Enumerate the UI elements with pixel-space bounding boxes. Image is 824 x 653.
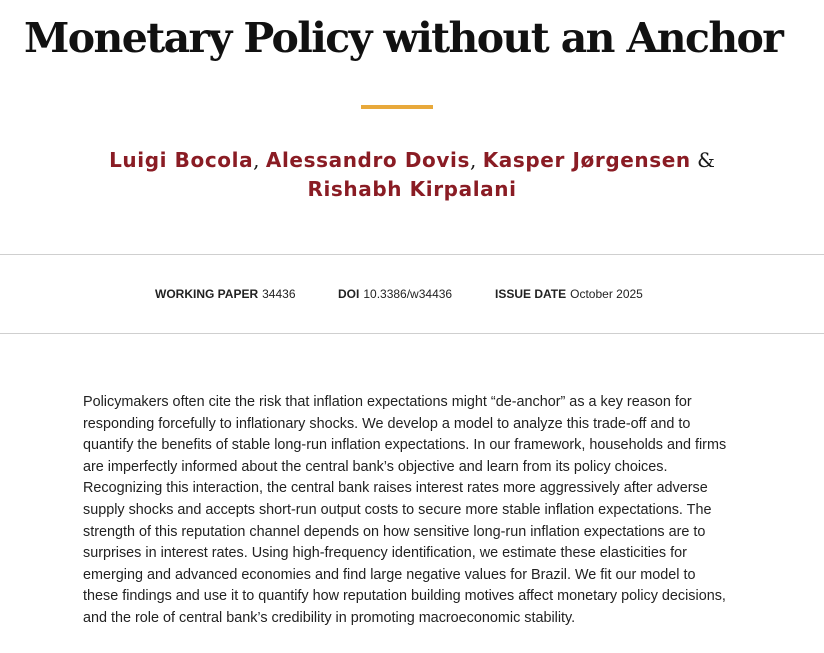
working-paper-value: 34436 xyxy=(262,287,296,301)
author-link-alessandro-dovis[interactable]: Alessandro Dovis xyxy=(265,148,470,172)
issue-date-value: October 2025 xyxy=(570,287,643,301)
author-link-rishabh-kirpalani[interactable]: Rishabh Kirpalani xyxy=(307,177,517,201)
issue-date xyxy=(495,287,643,301)
working-paper-number xyxy=(155,287,296,301)
doi-value: 10.3386/w34436 xyxy=(363,287,453,301)
issue-date-label: ISSUE DATE xyxy=(495,287,567,301)
title-accent-rule xyxy=(361,105,433,109)
page-title: Monetary Policy without an Anchor xyxy=(24,14,783,62)
author-link-kasper-jorgensen[interactable]: Kasper Jørgensen xyxy=(482,148,691,172)
meta-divider-bottom xyxy=(0,333,824,334)
author-separator: , xyxy=(253,148,266,172)
meta-divider-top xyxy=(0,254,824,255)
author-list xyxy=(60,146,764,204)
author-separator: & xyxy=(690,148,715,172)
author-link-luigi-bocola[interactable]: Luigi Bocola xyxy=(109,148,254,172)
author-separator: , xyxy=(469,148,483,172)
doi xyxy=(338,287,452,301)
working-paper-label: WORKING PAPER xyxy=(155,287,259,301)
abstract-text: Policymakers often cite the risk that inflation expectations might “de-anchor” as a key reason for responding forcefully to inflationary shocks. We develop a model to analyze this trade-off and to quantify the benefits of stable long-run inflation expectations. In our framework, households and firms are imperfectly informed about the central bank’s objective and learn from its policy choices. Recognizing this interaction, the central bank raises interest rates more aggressively after adverse supply shocks and accepts short-run output costs to secure more stable inflation expectations. The strength of this reputation channel depends on how sensitive long-run inflation expectations are to surprises in interest rates. Using high-frequency identification, we estimate these elasticities for emerging and advanced economies and find large negative values for Brazil. We fit our model to these findings and use it to quantify how reputation building motives affect monetary policy decisions, and the role of central bank’s credibility in promoting macroeconomic stability. xyxy=(83,394,727,626)
doi-label: DOI xyxy=(338,287,360,301)
